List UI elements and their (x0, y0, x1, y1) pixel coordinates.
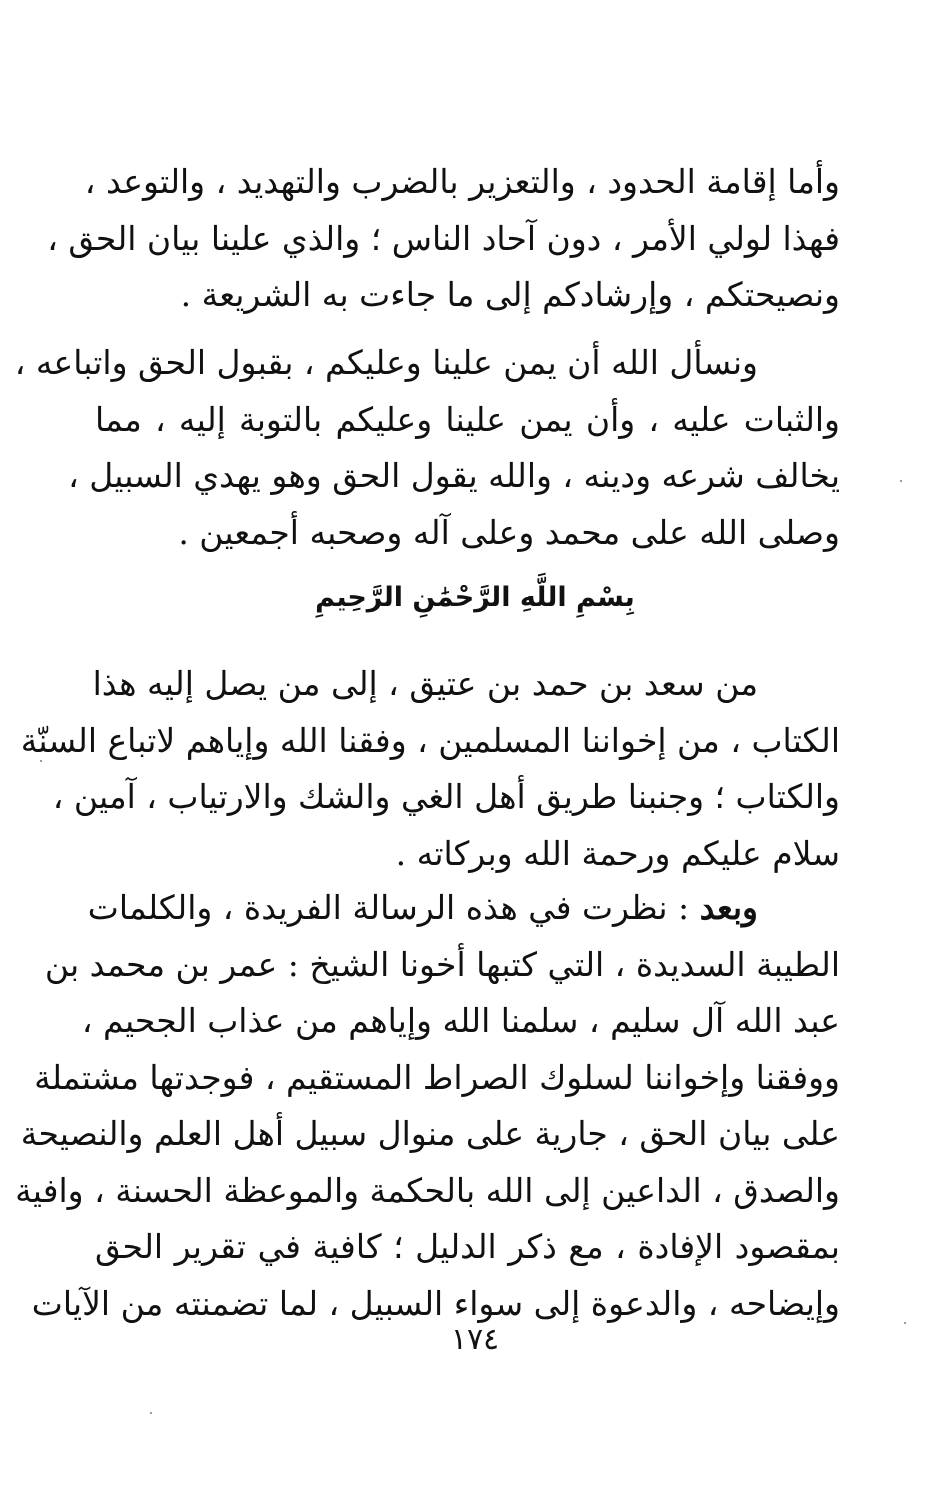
page-number: ١٧٤ (450, 1322, 500, 1357)
paragraph-1 (47, 154, 840, 324)
paragraph-3-line-4: سلام عليكم ورحمة الله وبركاته . (395, 833, 840, 873)
paragraph-2-line-4: وصلى الله على محمد وعلى آله وصحبه أجمعين . (178, 512, 840, 552)
scan-speck (40, 760, 42, 762)
paragraph-2-line-3: يخالف شرعه ودينه ، والله يقول الحق وهو يهدي السبيل ، (68, 456, 840, 495)
paragraph-2-line-2: والثبات عليه ، وأن يمن علينا وعليكم بالتوبة إليه ، مما (95, 399, 840, 439)
scan-speck (150, 1412, 152, 1414)
paragraph-4-line-1 (87, 880, 840, 937)
paragraph-4-line-7: بمقصود الإفادة ، مع ذكر الدليل ؛ كافية في تقرير الحق (95, 1227, 840, 1266)
paragraph-4-line-4: ووفقنا وإخواننا لسلوك الصراط المستقيم ، فوجدتها مشتملة (34, 1057, 840, 1097)
paragraph-3-line-2: الكتاب ، من إخواننا المسلمين ، وفقنا الله وإياهم لاتباع السنّة (20, 720, 840, 760)
paragraph-3 (20, 656, 840, 882)
paragraph-4-line-8: وإيضاحه ، والدعوة إلى سواء السبيل ، لما تضمنته من الآيات (31, 1283, 840, 1323)
paragraph-4-line-6: والصدق ، الداعين إلى الله بالحكمة والموعظة الحسنة ، وافية (15, 1170, 840, 1210)
paragraph-4 (15, 880, 840, 1332)
paragraph-2-line-1: ونسأل الله أن يمن علينا وعليكم ، بقبول الحق واتباعه ، (14, 343, 758, 382)
paragraph-3-line-1: من سعد بن حمد بن عتيق ، إلى من يصل إليه هذا (92, 664, 758, 703)
paragraph-2 (14, 335, 840, 561)
paragraph-1-line-3: ونصيحتكم ، وإرشادكم إلى ما جاءت به الشريعة . (180, 275, 840, 314)
paragraph-4-line-2: الطيبة السديدة ، التي كتبها أخونا الشيخ : عمر بن محمد بن (44, 944, 840, 984)
basmala-heading: بِسْمِ اللَّهِ الرَّحْمَٰنِ الرَّحِيمِ (315, 582, 635, 613)
paragraph-3-line-3: والكتاب ؛ وجنبنا طريق أهل الغي والشك والارتياب ، آمين ، (52, 777, 840, 816)
scan-speck (904, 1322, 906, 1324)
paragraph-4-lead-word: وبعد (699, 888, 758, 927)
paragraph-4-line-5: على بيان الحق ، جارية على منوال سبيل أهل العلم والنصيحة (20, 1114, 840, 1153)
paragraph-1-line-1: وأما إقامة الحدود ، والتعزير بالضرب والتهديد ، والتوعد ، (84, 162, 840, 201)
paragraph-4-line-1-rest: : نظرت في هذه الرسالة الفريدة ، والكلمات (87, 888, 700, 927)
paragraph-1-line-2: فهذا لولي الأمر ، دون آحاد الناس ؛ والذي علينا بيان الحق ، (47, 218, 840, 258)
paragraph-4-line-3: عبد الله آل سليم ، سلمنا الله وإياهم من عذاب الجحيم ، (81, 1001, 840, 1040)
scan-speck (900, 480, 902, 482)
